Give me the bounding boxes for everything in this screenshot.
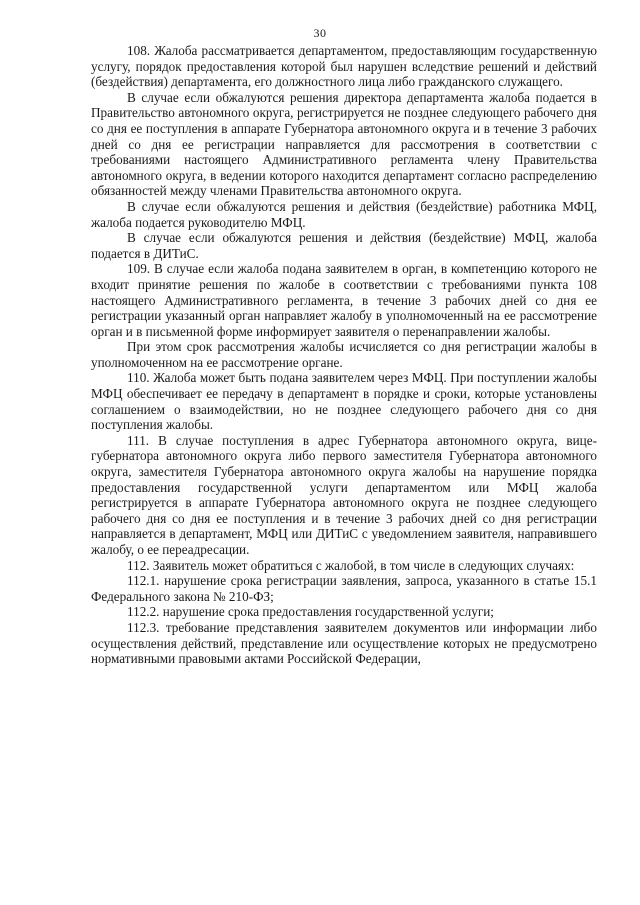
paragraph-109: 109. В случае если жалоба подана заявителем в орган, в компетенцию которого не входит принятие решения по жалобе в соответствии с требованиями пункта 108 настоящего Административного регламента, в течение 3 рабочих дней со дня ее регистрации указанный орган направляет жалобу в уполномоченный на ее рассмотрение орган и в письменной форме информирует заявителя о перенаправлении жалобы. (91, 261, 597, 339)
paragraph-108-mfc: В случае если обжалуются решения и действия (бездействие) МФЦ, жалоба подается в ДИТиС. (91, 230, 597, 261)
paragraph-112-1: 112.1. нарушение срока регистрации заявления, запроса, указанного в статье 15.1 Федерального закона № 210-ФЗ; (91, 573, 597, 604)
document-body (91, 43, 597, 667)
paragraph-110: 110. Жалоба может быть подана заявителем через МФЦ. При поступлении жалобы МФЦ обеспечивает ее передачу в департамент в порядке и сроки, которые установлены соглашением о взаимодействии, но не позднее следующего рабочего дня со дня поступления жалобы. (91, 370, 597, 433)
paragraph-109-term: При этом срок рассмотрения жалобы исчисляется со дня регистрации жалобы в уполномоченном на ее рассмотрение органе. (91, 339, 597, 370)
paragraph-108-mfc-worker: В случае если обжалуются решения и действия (бездействие) работника МФЦ, жалоба подается руководителю МФЦ. (91, 198, 597, 230)
page-number: 30 (313, 26, 327, 40)
paragraph-112-2: 112.2. нарушение срока предоставления государственной услуги; (127, 604, 494, 620)
paragraph-111: 111. В случае поступления в адрес Губернатора автономного округа, вице-губернатора автономного округа либо первого заместителя Губернатора автономного округа, заместителя Губернатора автономного округа жалобы на нарушение порядка предоставления государственной услуги департаментом или МФЦ жалоба регистрируется в аппарате Губернатора автономного округа не позднее следующего рабочего дня со дня ее поступления и в течение 3 рабочих дней со дня регистрации направляется в департамент, МФЦ или ДИТиС с уведомлением заявителя, направившего жалобу, о ее переадресации. (91, 432, 597, 557)
paragraph-108: 108. Жалоба рассматривается департаментом, предоставляющим государственную услугу, порядок предоставления которой был нарушен вследствие решений и действий (бездействия) департамента, его должностного лица либо гражданского служащего. (91, 43, 597, 90)
paragraph-112: 112. Заявитель может обратиться с жалобой, в том числе в следующих случаях: (127, 557, 575, 573)
paragraph-112-3: 112.3. требование представления заявителем документов или информации либо осуществления действий, представление или осуществление которых не предусмотрено нормативными правовыми актами Российской Федерации, (91, 619, 597, 667)
paragraph-108-director: В случае если обжалуются решения директора департамента жалоба подается в Правительство автономного округа, регистрируется не позднее следующего рабочего дня со дня ее поступления в аппарате Губернатора автономного округа и в течение 3 рабочих дней со дня ее регистрации направляется для рассмотрения в соответствии с требованиями настоящего Административного регламента члену Правительства автономного округа, в ведении которого находится департамент согласно распределению обязанностей между членами Правительства автономного округа. (91, 89, 597, 199)
